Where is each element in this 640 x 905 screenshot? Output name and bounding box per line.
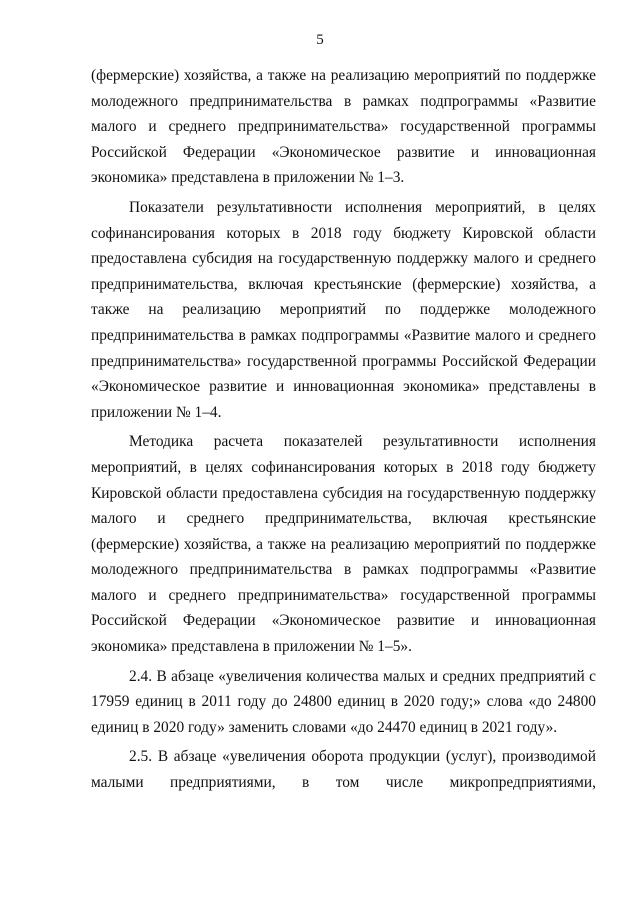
paragraph-indicators: Показатели результативности исполнения мероприятий, в целях софинансирования которых в 2018 году бюджету Кировской области предоставлена субсидия на государственную поддержку малого и среднего предпринимательства, включая крестьянские (фермерские) хозяйства, а также на реализацию мероприятий по поддержке молодежного предпринимательства в рамках подпрограммы «Развитие малого и среднего предпринимательства» государственной программы Российской Федерации «Экономическое развитие и инновационная экономика» представлены в приложении № 1–4. — [91, 198, 596, 421]
page-number: 5 — [316, 32, 324, 48]
paragraph-methodology: Методика расчета показателей результативности исполнения мероприятий, в целях софинансирования которых в 2018 году бюджету Кировской области предоставлена субсидия на государственную поддержку малого и среднего предпринимательства, включая крестьянские (фермерские) хозяйства, а также на реализацию мероприятий по поддержке молодежного предпринимательства в рамках подпрограммы «Развитие малого и среднего предпринимательства» государственной программы Российской Федерации «Экономическое развитие и инновационная экономика» представлена в приложении № 1–5». — [91, 433, 596, 656]
paragraph-item-2-4: 2.4. В абзаце «увеличения количества малых и средних предприятий с 17959 единиц в 2011 году до 24800 единиц в 2020 году;» слова «до 24800 единиц в 2020 году» заменить словами «до 24470 единиц в 2021 году». — [91, 667, 596, 736]
paragraph-item-2-5: 2.5. В абзаце «увеличения оборота продукции (услуг), производимой малыми предприятиями, в том числе микропредприятиями, — [91, 748, 596, 792]
document-body — [91, 63, 596, 796]
paragraph-continuation: (фермерские) хозяйства, а также на реализацию мероприятий по поддержке молодежного предпринимательства в рамках подпрограммы «Развитие малого и среднего предпринимательства» государственной программы Российской Федерации «Экономическое развитие и инновационная экономика» представлена в приложении № 1–3. — [91, 67, 596, 187]
